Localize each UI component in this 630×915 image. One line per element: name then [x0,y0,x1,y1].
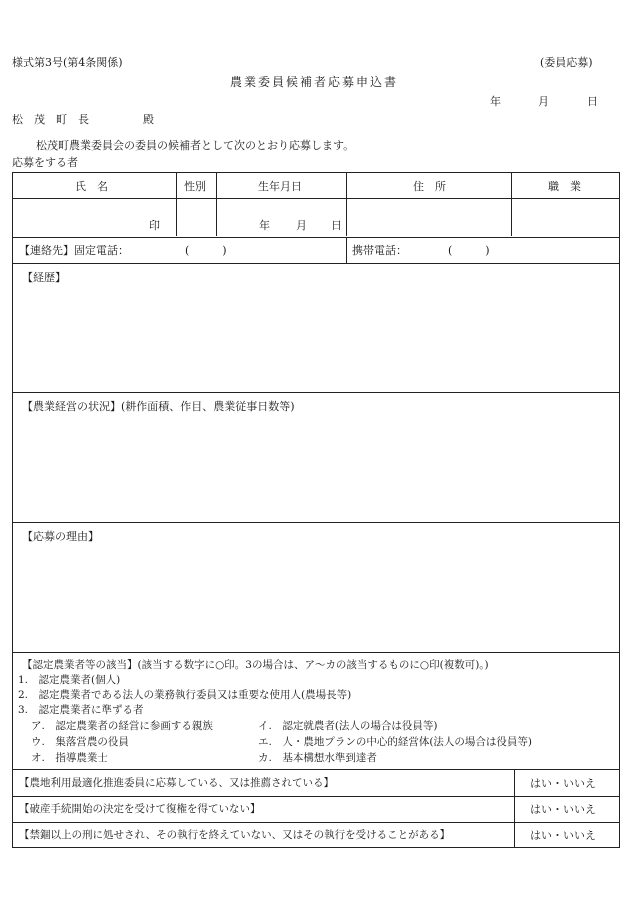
certified-sub-i: イ. 認定就農者(法人の場合は役員等) [258,720,438,732]
question-answer: はい・いいえ [530,829,596,842]
intro-text: 松茂町農業委員会の委員の候補者として次のとおり応募します。 [36,139,355,152]
certified-farmer-section [12,652,620,770]
question-answer: はい・いいえ [530,777,596,790]
date-month-label: 月 [538,95,549,108]
birth-year-label: 年 [259,219,270,232]
certified-sub-u: ウ. 集落営農の役員 [31,736,129,748]
applicant-label: 応募をする者 [12,156,78,169]
question-text: 【農地利用最適化推進委員に応募している、又は推薦されている】 [19,777,334,789]
column-address-header: 住 所 [413,180,446,193]
certified-sub-a: ア. 認定農業者の経営に参画する親族 [31,720,213,732]
addressee: 松 茂 町 長 [12,113,89,126]
seal-mark: 印 [149,219,160,232]
column-occupation-header: 職 業 [548,180,581,193]
contact-mobile-label: 携帯電話： [352,244,407,257]
date-year-label: 年 [490,95,501,108]
certified-item-1: 1. 認定農業者(個人) [18,674,121,686]
eligibility-questions [12,769,620,848]
career-heading: 【経歴】 [22,271,66,284]
column-birthdate-header: 生年月日 [258,180,302,193]
certified-sub-ka: カ. 基本構想水準到達者 [258,752,377,764]
farming-status-heading: 【農業経営の状況】(耕作面積、作目、農業従事日数等) [22,400,295,413]
column-gender-header: 性別 [184,180,206,193]
form-number: 様式第3号(第4条関係) [12,56,123,69]
farming-status-section [12,392,620,523]
question-text: 【破産手続開始の決定を受けて復権を得ていない】 [19,803,261,815]
certified-sub-o: オ. 指導農業士 [31,752,108,764]
question-text: 【禁錮以上の刑に処せされ、その執行を終えていない、又はその執行を受けることがある】 [19,829,451,841]
contact-landline-field: ( ) [185,244,227,257]
birth-month-label: 月 [296,219,307,232]
reason-heading: 【応募の理由】 [22,530,99,543]
birth-day-label: 日 [331,219,342,232]
form-category: (委員応募) [540,56,593,69]
career-section [12,263,620,393]
contact-landline-label: 【連絡先】固定電話： [19,244,129,257]
certified-item-3: 3. 認定農業者に準ずる者 [18,704,144,716]
certified-heading: 【認定農業者等の該当】(該当する数字に○印。3の場合は、ア～カの該当するものに○印(複数可)。) [22,659,489,671]
column-name-header: 氏 名 [75,180,108,193]
date-day-label: 日 [587,95,598,108]
honorific: 殿 [143,113,154,126]
question-answer: はい・いいえ [530,803,596,816]
certified-sub-e: エ. 人・農地プランの中心的経営体(法人の場合は役員等) [258,736,533,748]
certified-item-2: 2. 認定農業者である法人の業務執行委員又は重要な使用人(農場長等) [18,689,352,701]
reason-section [12,522,620,653]
contact-mobile-field: ( ) [448,244,490,257]
page-title: 農業委員候補者応募申込書 [230,75,399,89]
applicant-table [12,172,620,264]
